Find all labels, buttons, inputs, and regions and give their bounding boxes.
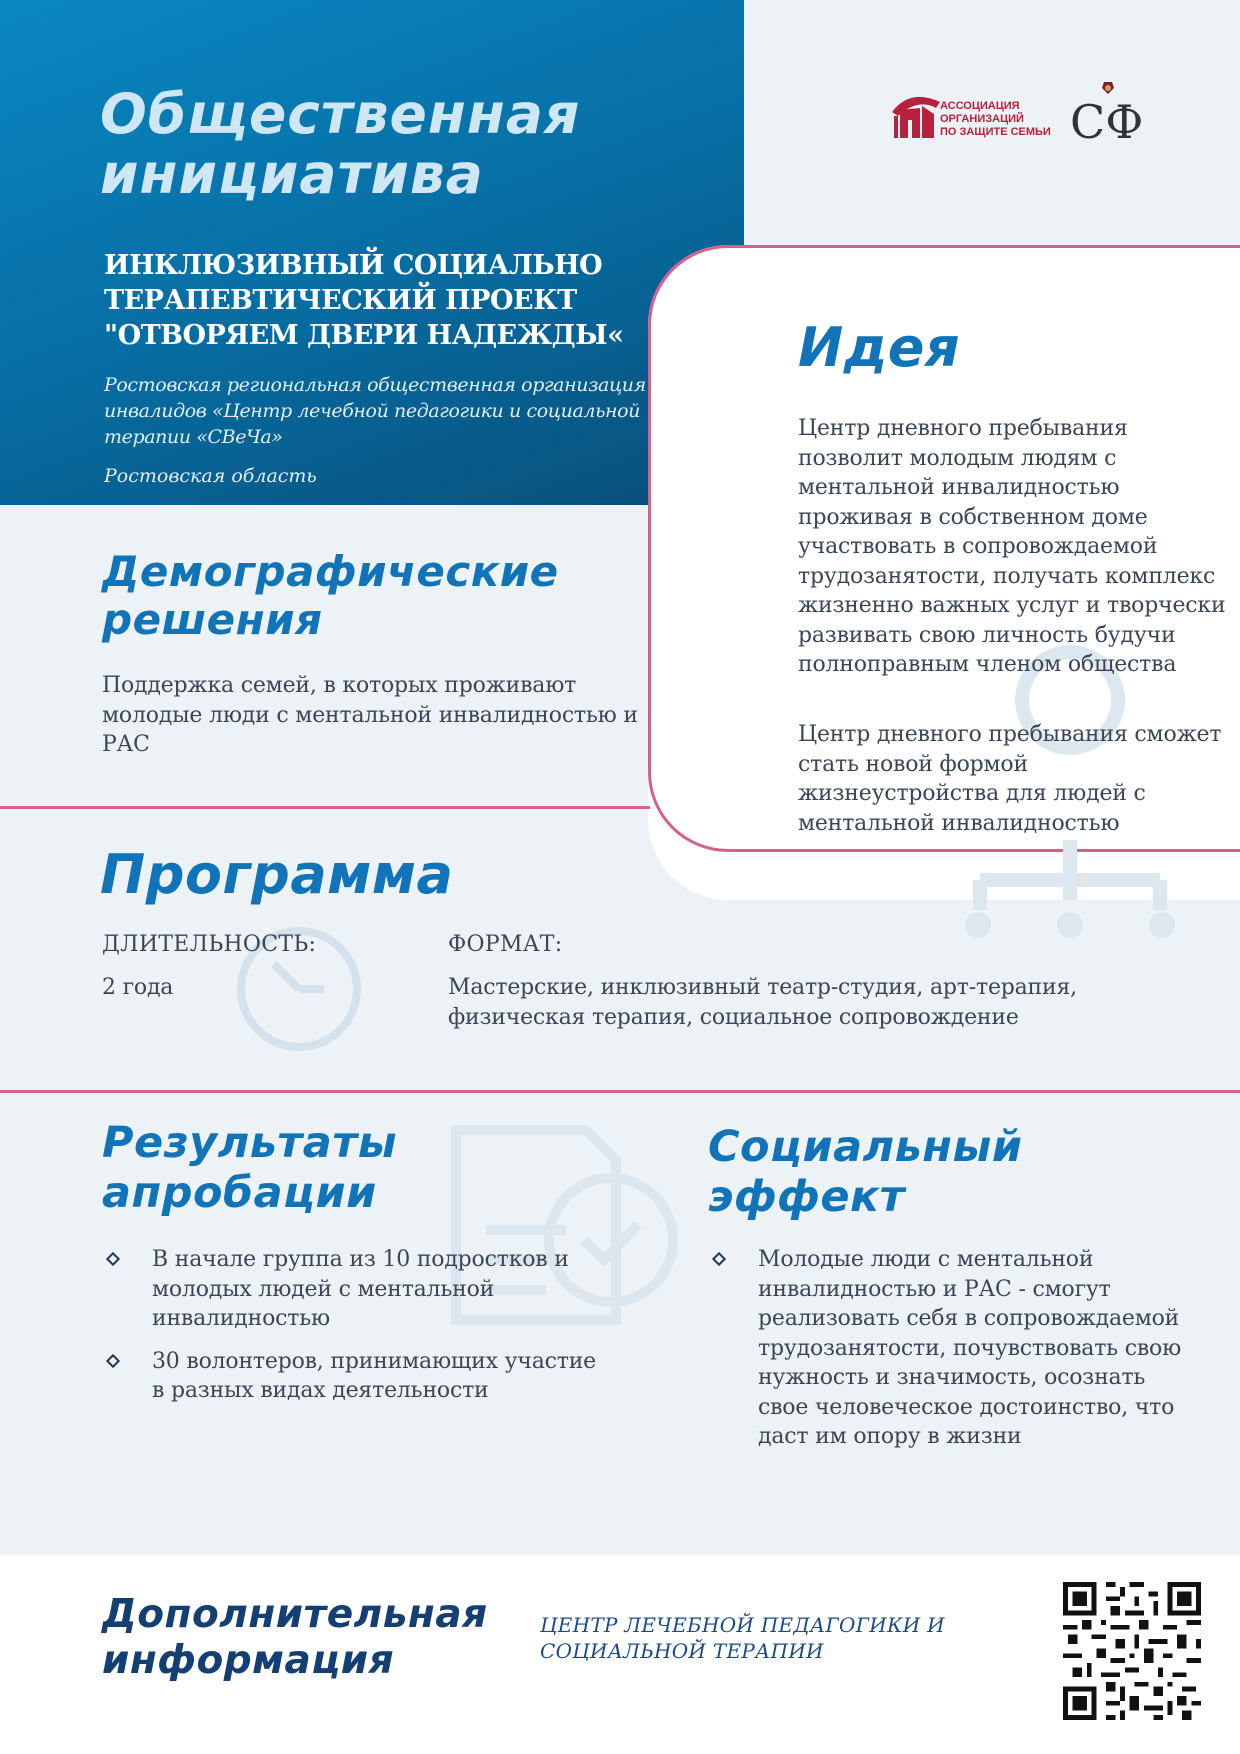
project-title: ИНКЛЮЗИВНЫЙ СОЦИАЛЬНО ТЕРАПЕВТИЧЕСКИЙ ПРОЕКТ "ОТВОРЯЕМ ДВЕРИ НАДЕЖДЫ« [104, 250, 624, 351]
format-value: Мастерские, инклюзивный театр-студия, арт-терапия, физическая терапия, социальное сопровождение [448, 975, 1077, 1030]
divider-2 [0, 1090, 1240, 1093]
idea-heading: Идея [798, 316, 961, 379]
demographic-text: Поддержка семей, в которых проживают молодые люди с ментальной инвалидностью и РАС [102, 673, 638, 757]
divider-1 [0, 806, 650, 809]
initiative-heading: Общественная инициатива [100, 82, 581, 206]
idea-paragraph-1: Центр дневного пребывания позволит молодым людям с ментальной инвалидностью проживая в собственном доме участвовать в сопровождаемой трудозанятости, получать комплекс жизненно важных услуг и творчески развивать свою личность будучи полноправным членом общества [798, 416, 1226, 677]
social-effect-heading: Социальный эффект [708, 1122, 1023, 1222]
organization-name: Ростовская региональная общественная организация инвалидов «Центр лечебной педагогики и социальной терапии «СВеЧа» [104, 374, 646, 448]
format-label: ФОРМАТ: [448, 932, 563, 957]
results-heading: Результаты апробации [102, 1118, 398, 1218]
region-name: Ростовская область [104, 465, 317, 487]
idea-paragraph-2: Центр дневного пребывания сможет стать новой формой жизнеустройства для людей с ментальной инвалидностью [798, 722, 1222, 836]
duration-label: ДЛИТЕЛЬНОСТЬ: [102, 932, 317, 957]
list-item: В начале группа из 10 подростков и молодых людей с ментальной инвалидностью [102, 1245, 602, 1334]
sf-logo-text: СФ [1070, 95, 1144, 148]
duration-value: 2 года [102, 975, 174, 1000]
list-item: 30 волонтеров, принимающих участие в разных видах деятельности [102, 1347, 602, 1406]
results-list [102, 1245, 602, 1419]
social-effect-list [708, 1245, 1188, 1465]
footer-organization: ЦЕНТР ЛЕЧЕБНОЙ ПЕДАГОГИКИ И СОЦИАЛЬНОЙ ТЕРАПИИ [540, 1613, 945, 1663]
additional-info-heading: Дополнительная информация [102, 1592, 488, 1683]
demographic-heading: Демографические решения [102, 547, 559, 644]
association-logo-text: АССОЦИАЦИЯ ОРГАНИЗАЦИЙ ПО ЗАЩИТЕ СЕМЬИ [940, 100, 1051, 138]
qr-code-icon[interactable] [1063, 1582, 1201, 1720]
program-heading: Программа [100, 843, 454, 906]
list-item: Молодые люди с ментальной инвалидностью и РАС - смогут реализовать себя в сопровождаемой трудозанятости, почувствовать свою нужность и значимость, осознать свое человеческое достоинство, что даст им опору в жизни [708, 1245, 1188, 1452]
sf-logo [1068, 78, 1148, 148]
